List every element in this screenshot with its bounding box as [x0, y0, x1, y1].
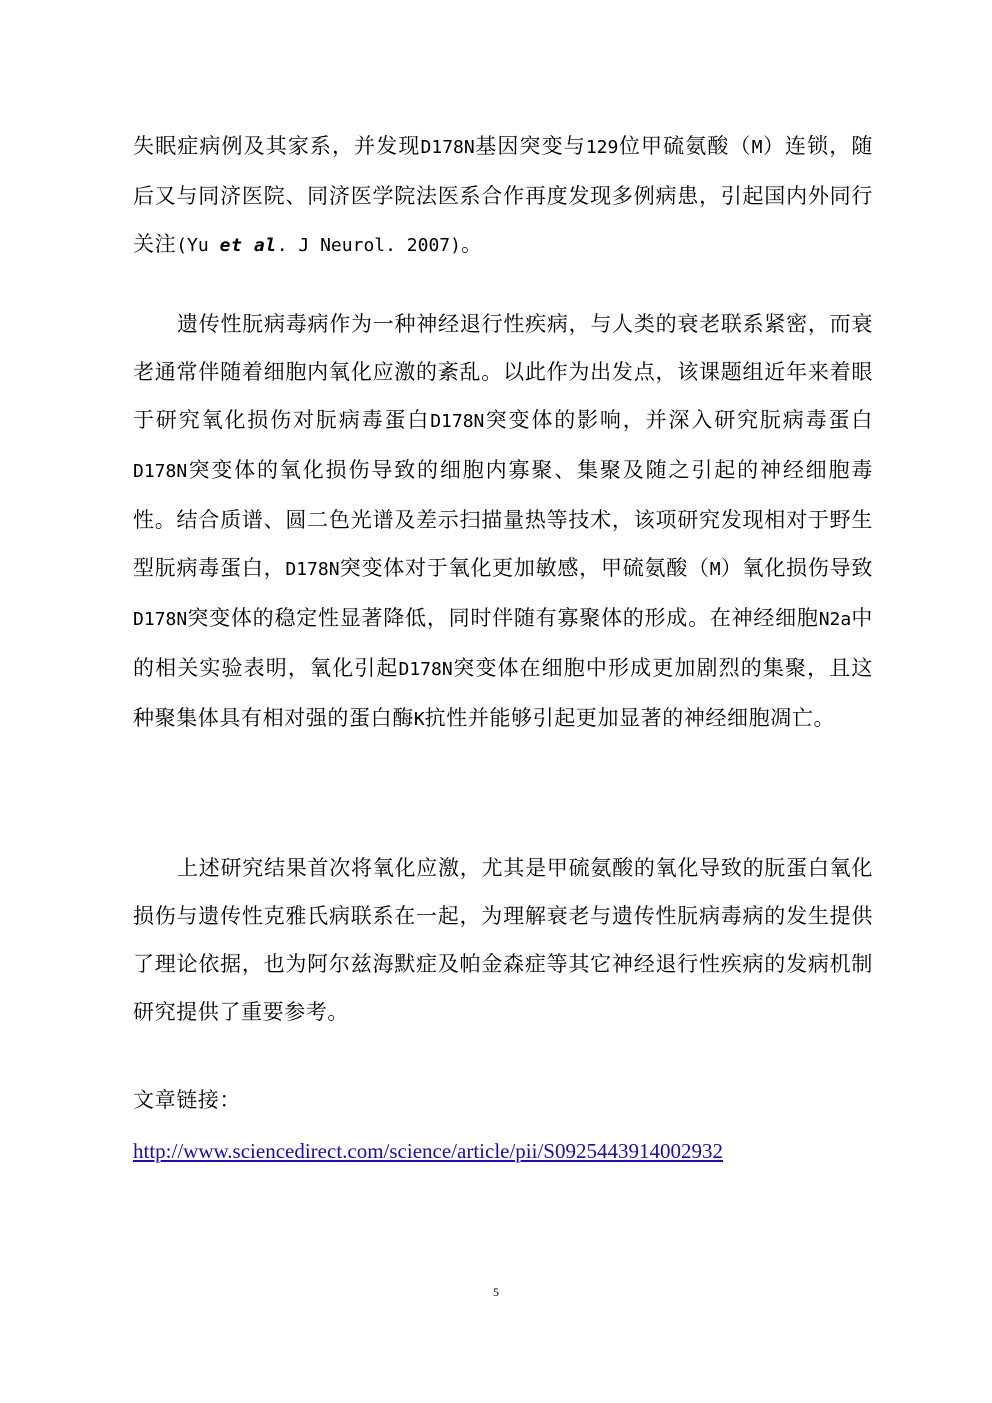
text-run-latin: M — [709, 559, 721, 580]
text-run: 位甲硫氨酸（ — [618, 134, 752, 158]
text-run: 突变体的氧化损伤导致的细胞内寡聚、集聚及随之引起的神经细胞毒性。结合质谱、圆二色光谱及差示扫描量热等技术，该项研究发现相对于野生型朊病毒蛋白， — [133, 458, 873, 580]
paragraph-oxidation-study — [133, 300, 873, 744]
text-run-latin: D178N — [133, 461, 188, 482]
text-run: 。 — [460, 232, 483, 256]
paragraph-conclusion: 上述研究结果首次将氧化应激，尤其是甲硫氨酸的氧化导致的朊蛋白氧化损伤与遗传性克雅氏病联系在一起，为理解衰老与遗传性朊病毒病的发生提供了理论依据，也为阿尔兹海默症及帕金森症等其它神经退行性疾病的发病机制研究提供了重要参考。 — [133, 856, 873, 1024]
text-run-latin: D178N — [420, 137, 475, 158]
text-run: 突变体对于氧化更加敏感，甲硫氨酸（ — [339, 556, 710, 580]
citation-et-al: et al — [219, 235, 277, 256]
text-run: 中的相关实验表明，氧化引起 — [133, 606, 873, 680]
citation-author: (Yu — [176, 235, 220, 256]
text-run-latin: D178N — [398, 659, 453, 680]
text-run-latin: D178N — [285, 559, 340, 580]
text-run-latin: D178N — [430, 411, 485, 432]
text-run: ）氧化损伤导致 — [720, 556, 873, 580]
text-run-latin: M — [751, 137, 763, 158]
text-run: 抗性并能够引起更加显著的神经细胞凋亡。 — [424, 706, 836, 730]
text-run: 突变体的影响，并深入研究朊病毒蛋白 — [484, 408, 873, 432]
article-link-label: 文章链接： — [133, 1088, 241, 1112]
text-run: 突变体在细胞中形成更加剧烈的集聚，且这种聚集体具有相对强的蛋白酶 — [133, 656, 874, 730]
page-number: 5 — [493, 1285, 499, 1299]
text-run-latin: K — [413, 709, 425, 730]
text-run: ）连锁，随后又与同济医院、同济医学院法医系合作再度发现多例病患，引起国内外同行关注 — [133, 134, 874, 256]
text-run: 基因突变与 — [474, 134, 586, 158]
text-run: 突变体的稳定性显著降低，同时伴随有寡聚体的形成。在神经细胞 — [187, 606, 819, 630]
text-run-latin: N2a — [818, 609, 852, 630]
text-run-latin: D178N — [133, 609, 188, 630]
article-link[interactable]: http://www.sciencedirect.com/science/article/pii/S0925443914002932 — [133, 1139, 723, 1163]
paragraph-continued — [133, 122, 873, 270]
text-run-latin: 129 — [585, 137, 619, 158]
text-run: 遗传性朊病毒病作为一种神经退行性疾病，与人类的衰老联系紧密，而衰老通常伴随着细胞内氧化应激的紊乱。以此作为出发点，该课题组近年来着眼于研究氧化损伤对朊病毒蛋白 — [133, 312, 873, 432]
citation-journal: . J Neurol. 2007) — [276, 235, 461, 256]
text-run: 失眠症病例及其家系，并发现 — [133, 134, 421, 158]
